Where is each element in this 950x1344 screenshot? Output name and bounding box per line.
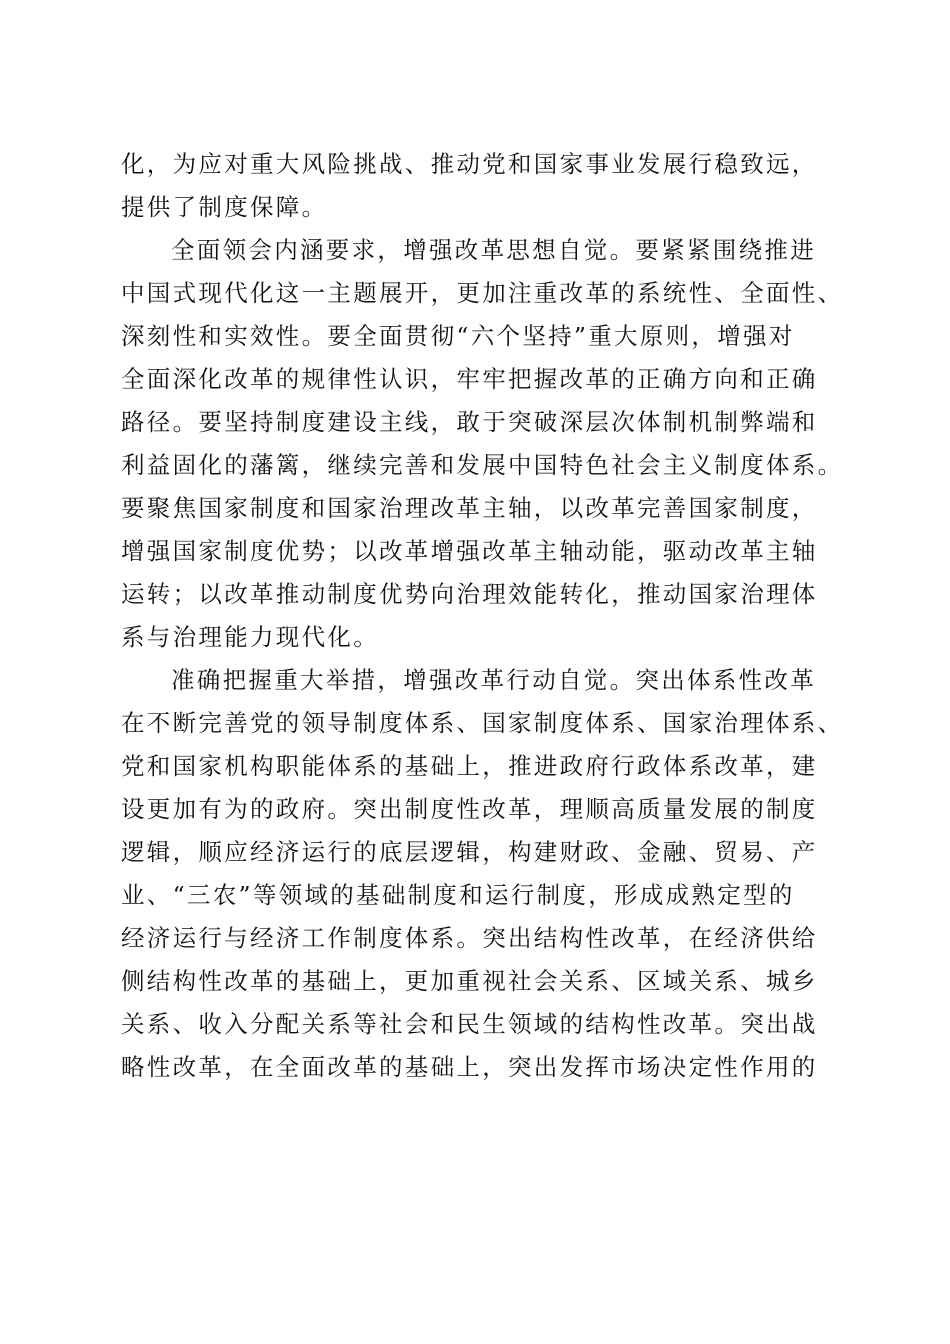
text-line: 化，为应对重大风险挑战、推动党和国家事业发展行稳致远， [121, 150, 818, 178]
body-text [121, 143, 844, 1089]
text-line: 增强国家制度优势；以改革增强改革主轴动能，驱动改革主轴 [121, 537, 818, 565]
text-line: 在不断完善党的领导制度体系、国家制度体系、国家治理体系、 [121, 709, 844, 737]
text-line: 关系、收入分配关系等社会和民生领域的结构性改革。突出战 [121, 1010, 818, 1038]
text-line: 经济运行与经济工作制度体系。突出结构性改革，在经济供给 [121, 924, 818, 952]
text-line: 深刻性和实效性。要全面贯彻“六个坚持”重大原则，增强对 [121, 322, 795, 350]
text-line: 运转；以改革推动制度优势向治理效能转化，推动国家治理体 [121, 580, 818, 608]
text-line: 设更加有为的政府。突出制度性改革，理顺高质量发展的制度 [121, 795, 818, 823]
text-line: 逻辑，顺应经济运行的底层逻辑，构建财政、金融、贸易、产 [121, 838, 818, 866]
text-line: 要聚焦国家制度和国家治理改革主轴，以改革完善国家制度， [121, 494, 818, 522]
text-line: 侧结构性改革的基础上，更加重视社会关系、区域关系、城乡 [121, 967, 818, 995]
text-line: 系与治理能力现代化。 [121, 623, 379, 651]
text-line: 党和国家机构职能体系的基础上，推进政府行政体系改革，建 [121, 752, 818, 780]
text-line: 提供了制度保障。 [121, 193, 328, 221]
paragraph-start-line: 全面领会内涵要求，增强改革思想自觉。要紧紧围绕推进 [171, 236, 816, 264]
text-line: 业、“三农”等领域的基础制度和运行制度，形成成熟定型的 [121, 881, 795, 909]
text-line: 中国式现代化这一主题展开，更加注重改革的系统性、全面性、 [121, 279, 844, 307]
text-line: 略性改革，在全面改革的基础上，突出发挥市场决定性作用的 [121, 1053, 818, 1081]
text-line: 全面深化改革的规律性认识，牢牢把握改革的正确方向和正确 [121, 365, 818, 393]
paragraph-start-line: 准确把握重大举措，增强改革行动自觉。突出体系性改革 [171, 666, 816, 694]
text-line: 利益固化的藩篱，继续完善和发展中国特色社会主义制度体系。 [121, 451, 844, 479]
text-line: 路径。要坚持制度建设主线，敢于突破深层次体制机制弊端和 [121, 408, 818, 436]
